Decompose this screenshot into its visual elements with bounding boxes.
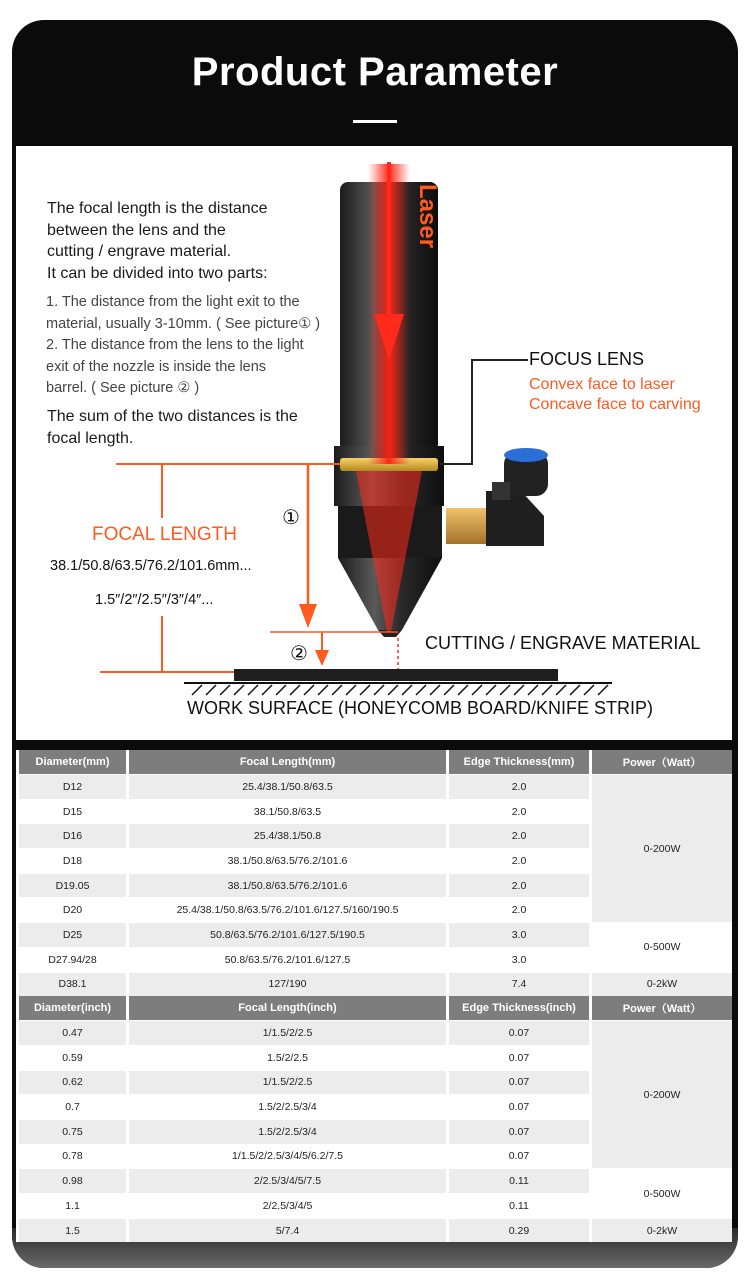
title-underline	[353, 120, 397, 123]
point-1-line: 1. The distance from the light exit to the	[46, 294, 300, 310]
focus-lens-line-2: Concave face to carving	[529, 396, 701, 413]
table-cell: 0.07	[449, 1144, 589, 1169]
sum-line: focal length.	[47, 429, 134, 447]
table-cell: 0.59	[19, 1045, 126, 1070]
table-cell: 38.1/50.8/63.5	[129, 799, 446, 824]
header-cell: Power（Watt）	[592, 750, 732, 774]
table-cell: D20	[19, 897, 126, 922]
table-cell: 0.75	[19, 1119, 126, 1144]
table-cell: 2/2.5/3/4/5/7.5	[129, 1168, 446, 1193]
power-cell: 0-2kW	[592, 972, 732, 997]
table-cell: 0.29	[449, 1218, 589, 1243]
table-cell: 1.1	[19, 1193, 126, 1218]
table-row	[19, 1020, 732, 1045]
table-cell: 0.07	[449, 1045, 589, 1070]
table-cell: 0.62	[19, 1070, 126, 1095]
table-cell: 50.8/63.5/76.2/101.6/127.5/190.5	[129, 922, 446, 947]
table-cell: D27.94/28	[19, 947, 126, 972]
table-row	[19, 1168, 732, 1193]
focus-lens-line-1: Convex face to laser	[529, 376, 675, 393]
header-cell: Focal Length(inch)	[129, 996, 446, 1020]
header-cell: Edge Thickness(mm)	[449, 750, 589, 774]
focal-length-mm: 38.1/50.8/63.5/76.2/101.6mm...	[50, 558, 252, 574]
table-cell: 25.4/38.1/50.8	[129, 823, 446, 848]
table-cell: 1.5/2/2.5/3/4	[129, 1119, 446, 1144]
table-cell: 0.11	[449, 1193, 589, 1218]
table-cell: 2.0	[449, 799, 589, 824]
table-cell: 7.4	[449, 972, 589, 997]
marker-2: ②	[290, 641, 308, 665]
table-cell: 1.5/2/2.5	[129, 1045, 446, 1070]
header-cell: Power（Watt）	[592, 996, 732, 1020]
table-cell: 2.0	[449, 873, 589, 898]
table-cell: 1.5/2/2.5/3/4	[129, 1094, 446, 1119]
table-row	[19, 1218, 732, 1243]
table-cell: 0.07	[449, 1094, 589, 1119]
material-label: CUTTING / ENGRAVE MATERIAL	[425, 633, 701, 653]
table-cell: D25	[19, 922, 126, 947]
table-cell: 25.4/38.1/50.8/63.5	[129, 774, 446, 799]
intro-line: between the lens and the	[47, 221, 226, 239]
focal-length-diagram	[16, 146, 732, 740]
table-cell: 2.0	[449, 897, 589, 922]
surface-label: WORK SURFACE (HONEYCOMB BOARD/KNIFE STRIP)	[187, 698, 654, 718]
table-cell: 2/2.5/3/4/5	[129, 1193, 446, 1218]
table-cell: D12	[19, 774, 126, 799]
focal-length-inch: 1.5″/2″/2.5″/3″/4″...	[95, 592, 214, 608]
header-cell: Diameter(mm)	[19, 750, 126, 774]
table-row	[19, 774, 732, 799]
table-cell: 0.78	[19, 1144, 126, 1169]
table-cell: 1/1.5/2/2.5	[129, 1020, 446, 1045]
table-row	[19, 922, 732, 947]
table-cell: 25.4/38.1/50.8/63.5/76.2/101.6/127.5/160/190.5	[129, 897, 446, 922]
table-cell: 50.8/63.5/76.2/101.6/127.5	[129, 947, 446, 972]
table-cell: 0.07	[449, 1119, 589, 1144]
surface-hatching	[192, 685, 608, 695]
brass-fitting	[446, 508, 492, 544]
focus-lens-title: FOCUS LENS	[529, 349, 645, 369]
table-cell: D16	[19, 823, 126, 848]
intro-line: It can be divided into two parts:	[47, 264, 268, 282]
table-header-row	[19, 750, 732, 774]
sum-line: The sum of the two distances is the	[47, 408, 298, 425]
intro-line: cutting / engrave material.	[47, 243, 232, 260]
point-2-text	[46, 335, 304, 400]
point-2-line: barrel. ( See picture ② )	[46, 380, 200, 396]
table-cell: 2.0	[449, 823, 589, 848]
table-cell: D19.05	[19, 873, 126, 898]
marker-1: ①	[282, 505, 300, 529]
push-fitting-cap	[504, 448, 548, 462]
table-cell: 1/1.5/2/2.5	[129, 1070, 446, 1095]
table-cell: D18	[19, 848, 126, 873]
table-cell: 127/190	[129, 972, 446, 997]
power-cell: 0-200W	[592, 774, 732, 922]
table-cell: 1/1.5/2/2.5/3/4/5/6.2/7.5	[129, 1144, 446, 1169]
table-cell: 1.5	[19, 1218, 126, 1243]
table-cell: 3.0	[449, 922, 589, 947]
header-cell: Focal Length(mm)	[129, 750, 446, 774]
power-cell: 0-500W	[592, 1168, 732, 1217]
laser-label: Laser	[414, 184, 441, 249]
table-cell: 3.0	[449, 947, 589, 972]
header-cell: Diameter(inch)	[19, 996, 126, 1020]
lens-table-inch	[16, 996, 735, 1242]
table-cell: 5/7.4	[129, 1218, 446, 1243]
power-cell: 0-500W	[592, 922, 732, 971]
point-1-text	[46, 292, 320, 335]
sum-text	[47, 406, 298, 449]
table-cell: 2.0	[449, 774, 589, 799]
engrave-material	[234, 669, 558, 681]
intro-line: The focal length is the distance	[47, 200, 268, 217]
table-cell: D38.1	[19, 972, 126, 997]
table-cell: 38.1/50.8/63.5/76.2/101.6	[129, 873, 446, 898]
table-cell: 0.07	[449, 1020, 589, 1045]
focus-lens-callout	[440, 360, 528, 464]
lens-table-mm	[16, 750, 735, 996]
point-2-line: 2. The distance from the lens to the light	[46, 337, 304, 353]
page-title: Product Parameter	[191, 50, 559, 94]
table-header-row	[19, 996, 732, 1020]
table-cell: 0.47	[19, 1020, 126, 1045]
power-cell: 0-2kW	[592, 1218, 732, 1243]
table-cell: 2.0	[449, 848, 589, 873]
table-cell: 0.7	[19, 1094, 126, 1119]
table-cell: 0.07	[449, 1070, 589, 1095]
table-row	[19, 972, 732, 997]
point-1-line: material, usually 3-10mm. ( See picture① )	[46, 315, 321, 332]
spec-tables	[16, 750, 732, 1242]
power-cell: 0-200W	[592, 1020, 732, 1168]
point-2-line: exit of the nozzle is inside the lens	[46, 358, 267, 375]
header-cell: Edge Thickness(inch)	[449, 996, 589, 1020]
table-cell: 38.1/50.8/63.5/76.2/101.6	[129, 848, 446, 873]
table-cell: D15	[19, 799, 126, 824]
focal-length-title: FOCAL LENGTH	[92, 524, 237, 545]
table-cell: 0.11	[449, 1168, 589, 1193]
intro-text	[47, 198, 268, 284]
table-cell: 0.98	[19, 1168, 126, 1193]
